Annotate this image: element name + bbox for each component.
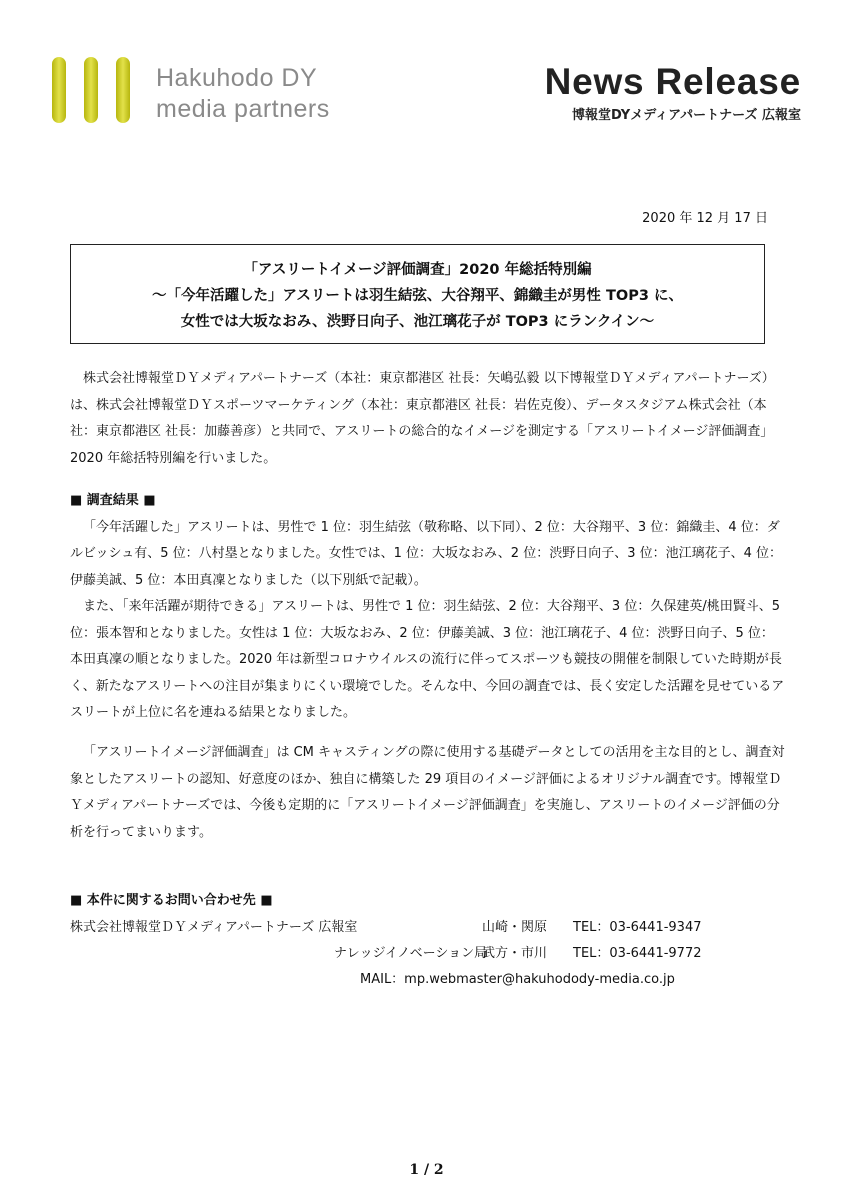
- results-paragraph-2: また、「来年活躍が期待できる」アスリートは、男性で 1 位：羽生結弦、2 位：大谷翔平、3 位：久保建英/桃田賢斗、5 位：張本智和となりました。女性は 1 位：大坂なおみ、2 位：伊藤美誠、3 位：池江璃花子、4 位：渋野日向子、5 位：本田真凜の順となりました。2020 年は新型コロナウイルスの流行に伴ってスポーツも競技の開催を制限していた時期が長く、新たなアスリートへの注目が集まりにくい環境でした。そんな中、今回の調査では、長く安定した活躍を見せているアスリートが上位に名を連ねる結果となりました。: [70, 599, 785, 720]
- contact-name-2: 武方・市川: [482, 945, 548, 961]
- title-line-1: 「アスリートイメージ評価調査」2020 年総括特別編: [243, 262, 592, 278]
- logo-line-2: media partners: [156, 95, 330, 123]
- contact-heading: ■ 本件に関するお問い合わせ先 ■: [70, 893, 273, 908]
- about-section: [70, 740, 785, 846]
- news-release-header: [545, 62, 801, 123]
- news-release-title: News Release: [544, 61, 801, 102]
- about-paragraph: 「アスリートイメージ評価調査」は CM キャスティングの際に使用する基礎データとしての活用を主な目的とし、調査対象としたアスリートの認知、好意度のほか、独自に構築した 29 項目のイメージ評価によるオリジナル調査です。博報堂ＤＹメディアパートナーズでは、今後も定期的に「アスリートイメージ評価調査」を実施し、アスリートのイメージ評価の分析を行ってまいります。: [70, 745, 785, 840]
- contact-tel-2: TEL：03-6441-9772: [573, 945, 702, 961]
- contact-tel-1: TEL：03-6441-9347: [573, 919, 702, 935]
- logo-text: [156, 63, 330, 125]
- intro-section: [70, 366, 785, 472]
- title-box: [70, 244, 765, 344]
- intro-paragraph: 株式会社博報堂ＤＹメディアパートナーズ（本社：東京都港区 社長：矢嶋弘毅 以下博報堂ＤＹメディアパートナーズ）は、株式会社博報堂ＤＹスポーツマーケティング（本社：東京都港区 社長：岩佐克俊）、データスタジアム株式会社（本社：東京都港区 社長：加藤善彦）と共同で、アスリートの総合的なイメージを測定する「アスリートイメージ評価調査」2020 年総括特別編を行いました。: [70, 371, 775, 466]
- news-release-subtitle: 博報堂DYメディアパートナーズ 広報室: [571, 108, 801, 123]
- contact-row-2: [70, 941, 785, 967]
- contact-dept-2: ナレッジイノベーション局: [334, 945, 488, 961]
- logo-line-1: Hakuhodo DY: [156, 64, 318, 92]
- logo-pill-2: [84, 57, 98, 123]
- results-paragraph-1: 「今年活躍した」アスリートは、男性で 1 位：羽生結弦（敬称略、以下同）、2 位：大谷翔平、3 位：錦織圭、4 位：ダルビッシュ有、5 位：八村塁となりました。女性では、1 位：大坂なおみ、2 位：渋野日向子、3 位：池江璃花子、4 位：伊藤美誠、5 位：本田真凜となりました（以下別紙で記載）。: [70, 519, 783, 588]
- page-number: 1 / 2: [409, 1162, 444, 1178]
- title-line-2: ～「今年活躍した」アスリートは羽生結弦、大谷翔平、錦織圭が男性 TOP3 に、: [152, 288, 683, 304]
- contact-name-1: 山崎・関原: [482, 919, 548, 935]
- results-heading: ■ 調査結果 ■: [70, 493, 156, 508]
- contact-org: 株式会社博報堂ＤＹメディアパートナーズ 広報室: [70, 919, 358, 935]
- contact-section: [70, 888, 785, 993]
- results-section: [70, 488, 785, 727]
- title-line-3: 女性では大坂なおみ、渋野日向子、池江璃花子が TOP3 にランクイン～: [180, 314, 655, 330]
- contact-mail[interactable]: MAIL：mp.webmaster@hakuhodody-media.co.jp: [360, 971, 675, 987]
- logo-pill-3: [116, 57, 130, 123]
- release-date: 2020 年 12 月 17 日: [642, 211, 768, 226]
- contact-row-1: [70, 915, 785, 941]
- contact-row-3: [70, 967, 785, 993]
- company-logo: [50, 55, 370, 125]
- logo-pill-1: [52, 57, 66, 123]
